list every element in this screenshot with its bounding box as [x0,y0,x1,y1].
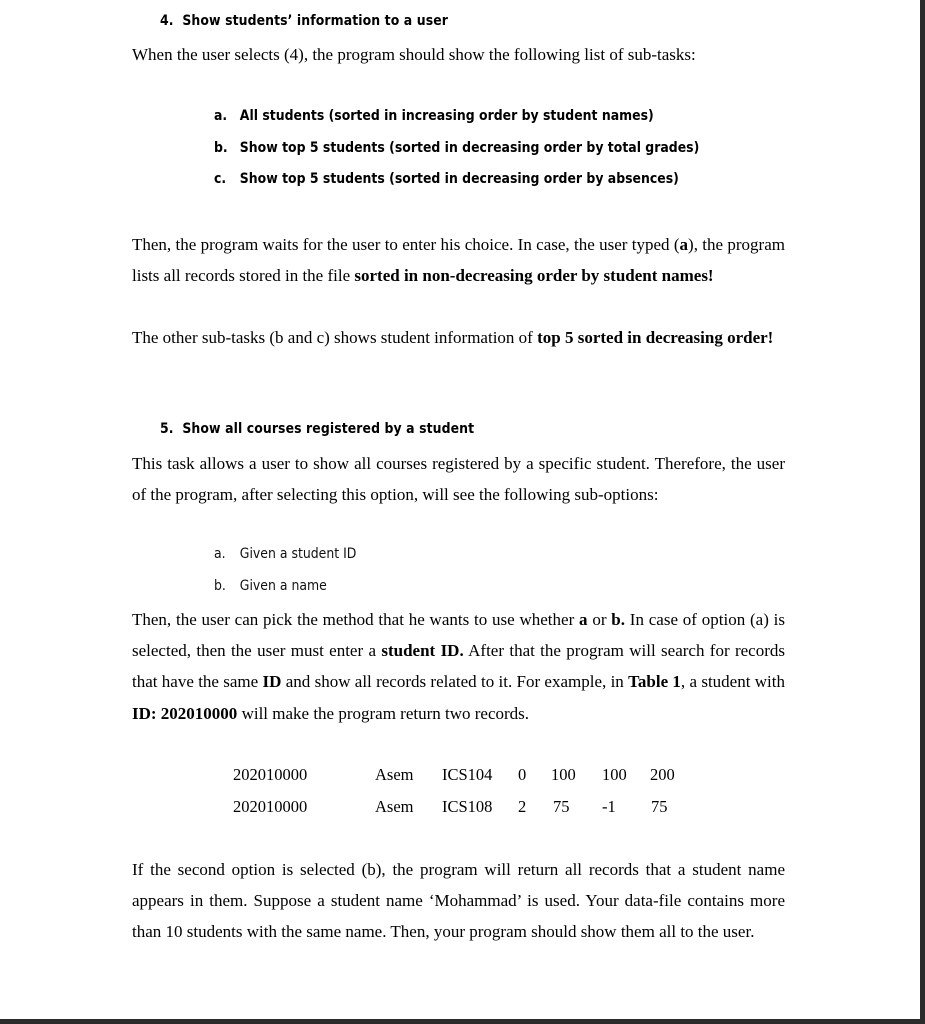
text-run: and show all records related to it. For example, in [281,672,629,692]
window-border-bottom [0,1019,925,1024]
section-4-intro: When the user selects (4), the program should show the following list of sub-tasks: [132,45,696,64]
item-text: All students (sorted in increasing order by student names) [239,108,654,124]
section-5-item-a [214,546,356,562]
record-course: ICS108 [442,797,493,816]
bold-run: top 5 sorted in decreasing order! [537,328,774,347]
text-run: will make the program return two records. [237,703,530,723]
record-name: Asem [375,797,414,816]
section-5-paragraph-1 [132,604,785,729]
bold-run: a [679,235,689,254]
item-letter: b. [214,578,226,594]
bold-run: ID: 202010000 [132,703,238,723]
record-value: 0 [518,765,527,784]
record-course: ICS104 [442,765,493,784]
item-letter: b. [214,140,228,156]
section-4-heading [160,13,448,29]
section-4-item-c [214,171,679,187]
section-4-number: 4. [160,13,174,29]
bold-run: b. [611,610,625,629]
text-run: Then, the user can pick the method that he wants to use whether [132,610,580,629]
item-letter: c. [214,171,227,187]
section-4-paragraph-1 [132,229,785,291]
section-5-intro: This task allows a user to show all courses registered by a specific student. Therefore, the user of the program, after selecting this option, will see the following sub-options: [132,454,785,505]
record-name: Asem [375,765,414,784]
record-value: 100 [551,765,576,784]
section-5-title: Show all courses registered by a student [182,421,475,437]
text-run: , a student with [680,672,785,692]
bold-run: sorted in non-decreasing order by student names! [354,266,714,286]
text-run: After that the program will search for records that have the same [132,641,785,692]
text-run: In case of option (a) is selected, then the user must enter a [132,610,785,661]
bold-run: a [579,610,588,629]
section-4-title: Show students’ information to a user [182,13,448,29]
record-id: 202010000 [233,797,308,816]
item-text: Given a name [239,578,327,594]
record-value: -1 [602,797,616,816]
record-value: 75 [553,797,570,816]
section-4-item-a [214,108,654,124]
record-id: 202010000 [233,765,308,784]
item-letter: a. [214,108,228,124]
text-run: Then, the program waits for the user to enter his choice. In case, the user typed ( [132,235,680,254]
text-run: The other sub-tasks (b and c) shows student information of [132,328,538,347]
item-text: Given a student ID [239,546,357,562]
item-letter: a. [214,546,226,562]
item-text: Show top 5 students (sorted in decreasing order by absences) [239,171,679,187]
bold-run: ID [262,672,282,692]
text-run: or [587,610,612,629]
section-4-paragraph-2 [132,322,785,353]
section-5-item-b [214,578,327,594]
bold-run: student ID. [381,641,464,661]
bold-run: Table 1 [628,672,681,692]
section-4-item-b [214,140,699,156]
text-run: ), the program lists all records stored in the file [132,235,785,286]
record-value: 200 [650,765,675,784]
record-value: 75 [651,797,668,816]
section-5-heading [160,421,474,437]
section-5-number: 5. [160,421,174,437]
section-5-paragraph-2: If the second option is selected (b), the program will return all records that a student name appears in them. Suppose a student name ‘Mohammad’ is used. Your data-file contains more than 10 students with the same name. Then, your program should show them all to the user. [132,860,785,942]
window-border-right [920,0,925,1024]
record-value: 2 [518,797,527,816]
item-text: Show top 5 students (sorted in decreasing order by total grades) [239,140,700,156]
record-value: 100 [602,765,627,784]
